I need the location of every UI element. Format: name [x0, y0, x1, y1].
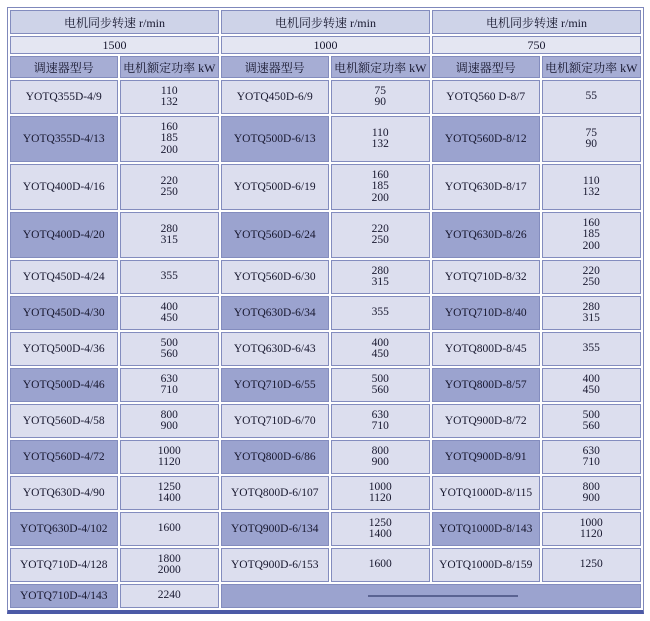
power-value: 132 [160, 96, 178, 108]
power-cell [331, 512, 430, 546]
power-cell [120, 80, 219, 114]
power-cell [542, 80, 641, 114]
power-value: 500 [160, 336, 178, 349]
power-cell [542, 476, 641, 510]
model-cell: YOTQ1000D-8/115 [432, 476, 540, 510]
table-row [10, 476, 641, 510]
column-header-row [10, 56, 641, 78]
power-value: 315 [160, 234, 178, 246]
power-value: 900 [160, 420, 178, 432]
model-cell: YOTQ800D-6/107 [221, 476, 329, 510]
model-cell: YOTQ1000D-8/159 [432, 548, 540, 582]
model-column-header: 调速器型号 [432, 56, 540, 78]
power-cell [120, 476, 219, 510]
power-values [121, 271, 218, 283]
power-column-header: 电机额定功率 kW [120, 56, 219, 78]
power-values [121, 86, 218, 109]
power-cell [542, 116, 641, 162]
power-values [121, 122, 218, 157]
power-value: 1120 [157, 456, 181, 468]
table-row [10, 512, 641, 546]
table-row [10, 440, 641, 474]
power-value: 1250 [579, 558, 603, 571]
power-column-header: 电机额定功率 kW [542, 56, 641, 78]
power-values [332, 128, 429, 151]
model-cell: YOTQ800D-8/57 [432, 368, 540, 402]
power-value: 160 [160, 120, 178, 133]
power-cell [331, 260, 430, 294]
power-values [543, 446, 640, 469]
power-value: 280 [582, 300, 600, 313]
power-value: 185 [160, 132, 178, 145]
power-value: 630 [371, 408, 389, 421]
model-cell: YOTQ560D-4/58 [10, 404, 118, 438]
model-cell: YOTQ450D-4/24 [10, 260, 118, 294]
power-cell [120, 548, 219, 582]
power-value: 355 [582, 342, 600, 355]
model-cell: YOTQ800D-6/86 [221, 440, 329, 474]
power-value: 1400 [157, 492, 181, 504]
power-values [121, 302, 218, 325]
model-cell: YOTQ900D-8/72 [432, 404, 540, 438]
power-value: 355 [160, 270, 178, 283]
model-cell: YOTQ355D-4/13 [10, 116, 118, 162]
table-row [10, 584, 641, 608]
power-value: 160 [582, 216, 600, 229]
model-cell: YOTQ560D-6/30 [221, 260, 329, 294]
model-cell: YOTQ900D-6/134 [221, 512, 329, 546]
model-cell: YOTQ1000D-8/143 [432, 512, 540, 546]
model-cell: YOTQ355D-4/9 [10, 80, 118, 114]
power-values [332, 518, 429, 541]
model-cell: YOTQ900D-6/153 [221, 548, 329, 582]
power-value: 185 [582, 228, 600, 241]
power-values [121, 176, 218, 199]
table-head-section [10, 10, 641, 78]
power-value: 1600 [157, 522, 181, 535]
power-value: 110 [160, 84, 178, 97]
power-value: 1120 [368, 492, 392, 504]
power-values [121, 554, 218, 577]
model-cell: YOTQ710D-4/143 [10, 584, 118, 608]
rpm-value-1500: 1500 [10, 36, 219, 54]
power-cell [331, 368, 430, 402]
power-value: 280 [371, 264, 389, 277]
model-cell: YOTQ630D-8/17 [432, 164, 540, 210]
power-cell [331, 164, 430, 210]
power-value: 250 [160, 186, 178, 198]
model-cell: YOTQ500D-4/36 [10, 332, 118, 366]
power-value: 630 [160, 372, 178, 385]
power-cell [542, 212, 641, 258]
power-value: 280 [160, 222, 178, 235]
speed-header-group-750: 电机同步转速 r/min [432, 10, 641, 34]
rpm-value-1000: 1000 [221, 36, 430, 54]
power-value: 560 [160, 348, 178, 360]
power-value: 220 [371, 222, 389, 235]
placeholder-dash-line [368, 595, 518, 597]
power-value: 630 [582, 444, 600, 457]
model-cell: YOTQ560 D-8/7 [432, 80, 540, 114]
power-values [332, 559, 429, 571]
power-values [543, 410, 640, 433]
power-value: 90 [374, 96, 386, 108]
power-values [121, 338, 218, 361]
power-values [121, 523, 218, 535]
model-cell: YOTQ450D-6/9 [221, 80, 329, 114]
power-value: 900 [582, 492, 600, 504]
table-row [10, 296, 641, 330]
power-values [543, 266, 640, 289]
model-cell: YOTQ710D-6/70 [221, 404, 329, 438]
table-row [10, 260, 641, 294]
power-value: 1000 [579, 516, 603, 529]
power-value: 200 [582, 239, 600, 252]
model-cell: YOTQ710D-8/32 [432, 260, 540, 294]
power-values [543, 91, 640, 103]
power-cell [331, 440, 430, 474]
power-values [543, 374, 640, 397]
power-value: 560 [371, 384, 389, 396]
model-cell: YOTQ400D-4/20 [10, 212, 118, 258]
power-value: 710 [160, 384, 178, 396]
power-cell [542, 164, 641, 210]
power-value: 400 [160, 300, 178, 313]
power-cell [120, 296, 219, 330]
model-column-header: 调速器型号 [221, 56, 329, 78]
power-value: 160 [371, 168, 389, 181]
power-cell [542, 296, 641, 330]
power-value: 710 [582, 456, 600, 468]
power-values [332, 307, 429, 319]
table-row [10, 404, 641, 438]
power-values [543, 559, 640, 571]
power-value: 1800 [157, 552, 181, 565]
power-cell [331, 404, 430, 438]
power-cell [542, 440, 641, 474]
power-values [332, 482, 429, 505]
model-cell: YOTQ400D-4/16 [10, 164, 118, 210]
table-body [10, 80, 641, 608]
table-row [10, 212, 641, 258]
model-cell: YOTQ500D-4/46 [10, 368, 118, 402]
power-cell [331, 548, 430, 582]
model-cell: YOTQ560D-4/72 [10, 440, 118, 474]
power-value: 75 [374, 84, 386, 97]
power-value: 1250 [368, 516, 392, 529]
model-cell: YOTQ800D-8/45 [432, 332, 540, 366]
model-cell: YOTQ630D-4/90 [10, 476, 118, 510]
power-values [121, 224, 218, 247]
power-values [332, 86, 429, 109]
power-values [121, 482, 218, 505]
power-value: 450 [582, 384, 600, 396]
power-value: 1400 [368, 528, 392, 540]
power-value: 55 [585, 90, 597, 103]
speed-header-row [10, 10, 641, 34]
power-value: 500 [371, 372, 389, 385]
table-row [10, 80, 641, 114]
table-row [10, 164, 641, 210]
power-value: 355 [371, 306, 389, 319]
power-value: 1250 [157, 480, 181, 493]
power-values [332, 446, 429, 469]
model-cell: YOTQ710D-8/40 [432, 296, 540, 330]
power-value: 220 [582, 264, 600, 277]
power-cell [120, 332, 219, 366]
power-cell [542, 512, 641, 546]
power-value: 75 [585, 126, 597, 139]
model-cell: YOTQ450D-4/30 [10, 296, 118, 330]
model-cell: YOTQ710D-6/55 [221, 368, 329, 402]
model-cell: YOTQ560D-6/24 [221, 212, 329, 258]
model-cell: YOTQ500D-6/19 [221, 164, 329, 210]
speed-header-group-1500: 电机同步转速 r/min [10, 10, 219, 34]
power-value: 1600 [368, 558, 392, 571]
power-value: 132 [582, 186, 600, 198]
model-cell: YOTQ710D-4/128 [10, 548, 118, 582]
speed-header-group-1000: 电机同步转速 r/min [221, 10, 430, 34]
power-value: 110 [582, 174, 600, 187]
power-cell [120, 584, 219, 608]
model-cell: YOTQ630D-8/26 [432, 212, 540, 258]
power-value: 250 [371, 234, 389, 246]
power-cell [331, 296, 430, 330]
power-value: 800 [371, 444, 389, 457]
power-cell [120, 164, 219, 210]
table-row [10, 332, 641, 366]
power-value: 250 [582, 276, 600, 288]
power-value: 2000 [157, 564, 181, 576]
power-values [543, 176, 640, 199]
power-values [121, 590, 218, 602]
power-value: 185 [371, 180, 389, 193]
power-cell [120, 212, 219, 258]
model-cell: YOTQ630D-6/34 [221, 296, 329, 330]
model-cell: YOTQ500D-6/13 [221, 116, 329, 162]
power-value: 400 [371, 336, 389, 349]
power-cell [542, 260, 641, 294]
power-cell [331, 212, 430, 258]
power-values [332, 338, 429, 361]
power-values [543, 518, 640, 541]
power-cell [120, 260, 219, 294]
model-cell: YOTQ900D-8/91 [432, 440, 540, 474]
power-value: 710 [371, 420, 389, 432]
power-value: 2240 [157, 589, 181, 602]
power-value: 900 [371, 456, 389, 468]
power-value: 1000 [368, 480, 392, 493]
power-cell [331, 332, 430, 366]
power-cell [542, 548, 641, 582]
motor-speed-power-table [7, 7, 644, 614]
model-column-header: 调速器型号 [10, 56, 118, 78]
power-cell [120, 512, 219, 546]
power-values [121, 374, 218, 397]
power-cell [331, 476, 430, 510]
power-values [543, 128, 640, 151]
power-cell [542, 368, 641, 402]
power-cell [120, 440, 219, 474]
rpm-value-750: 750 [432, 36, 641, 54]
power-values [543, 302, 640, 325]
empty-merged-cell [221, 584, 641, 608]
power-values [332, 374, 429, 397]
power-value: 315 [582, 312, 600, 324]
power-cell [542, 332, 641, 366]
power-value: 1120 [579, 528, 603, 540]
power-values [121, 446, 218, 469]
power-cell [120, 404, 219, 438]
table-row [10, 548, 641, 582]
power-value: 110 [371, 126, 389, 139]
power-value: 1000 [157, 444, 181, 457]
power-column-header: 电机额定功率 kW [331, 56, 430, 78]
power-values [543, 343, 640, 355]
power-value: 220 [160, 174, 178, 187]
power-values [332, 170, 429, 205]
power-value: 450 [160, 312, 178, 324]
power-value: 200 [160, 143, 178, 156]
power-cell [331, 80, 430, 114]
rpm-value-row [10, 36, 641, 54]
table-row [10, 368, 641, 402]
power-values [543, 482, 640, 505]
power-value: 800 [582, 480, 600, 493]
power-value: 132 [371, 138, 389, 150]
model-cell: YOTQ560D-8/12 [432, 116, 540, 162]
power-values [332, 410, 429, 433]
power-value: 450 [371, 348, 389, 360]
power-value: 560 [582, 420, 600, 432]
power-cell [120, 116, 219, 162]
power-cell [120, 368, 219, 402]
power-value: 200 [371, 191, 389, 204]
power-value: 90 [585, 138, 597, 150]
power-cell [542, 404, 641, 438]
power-values [332, 266, 429, 289]
model-cell: YOTQ630D-4/102 [10, 512, 118, 546]
power-values [121, 410, 218, 433]
power-value: 500 [582, 408, 600, 421]
power-values [543, 218, 640, 253]
model-cell: YOTQ630D-6/43 [221, 332, 329, 366]
table-row [10, 116, 641, 162]
power-values [332, 224, 429, 247]
power-value: 400 [582, 372, 600, 385]
power-value: 315 [371, 276, 389, 288]
power-value: 800 [160, 408, 178, 421]
power-cell [331, 116, 430, 162]
